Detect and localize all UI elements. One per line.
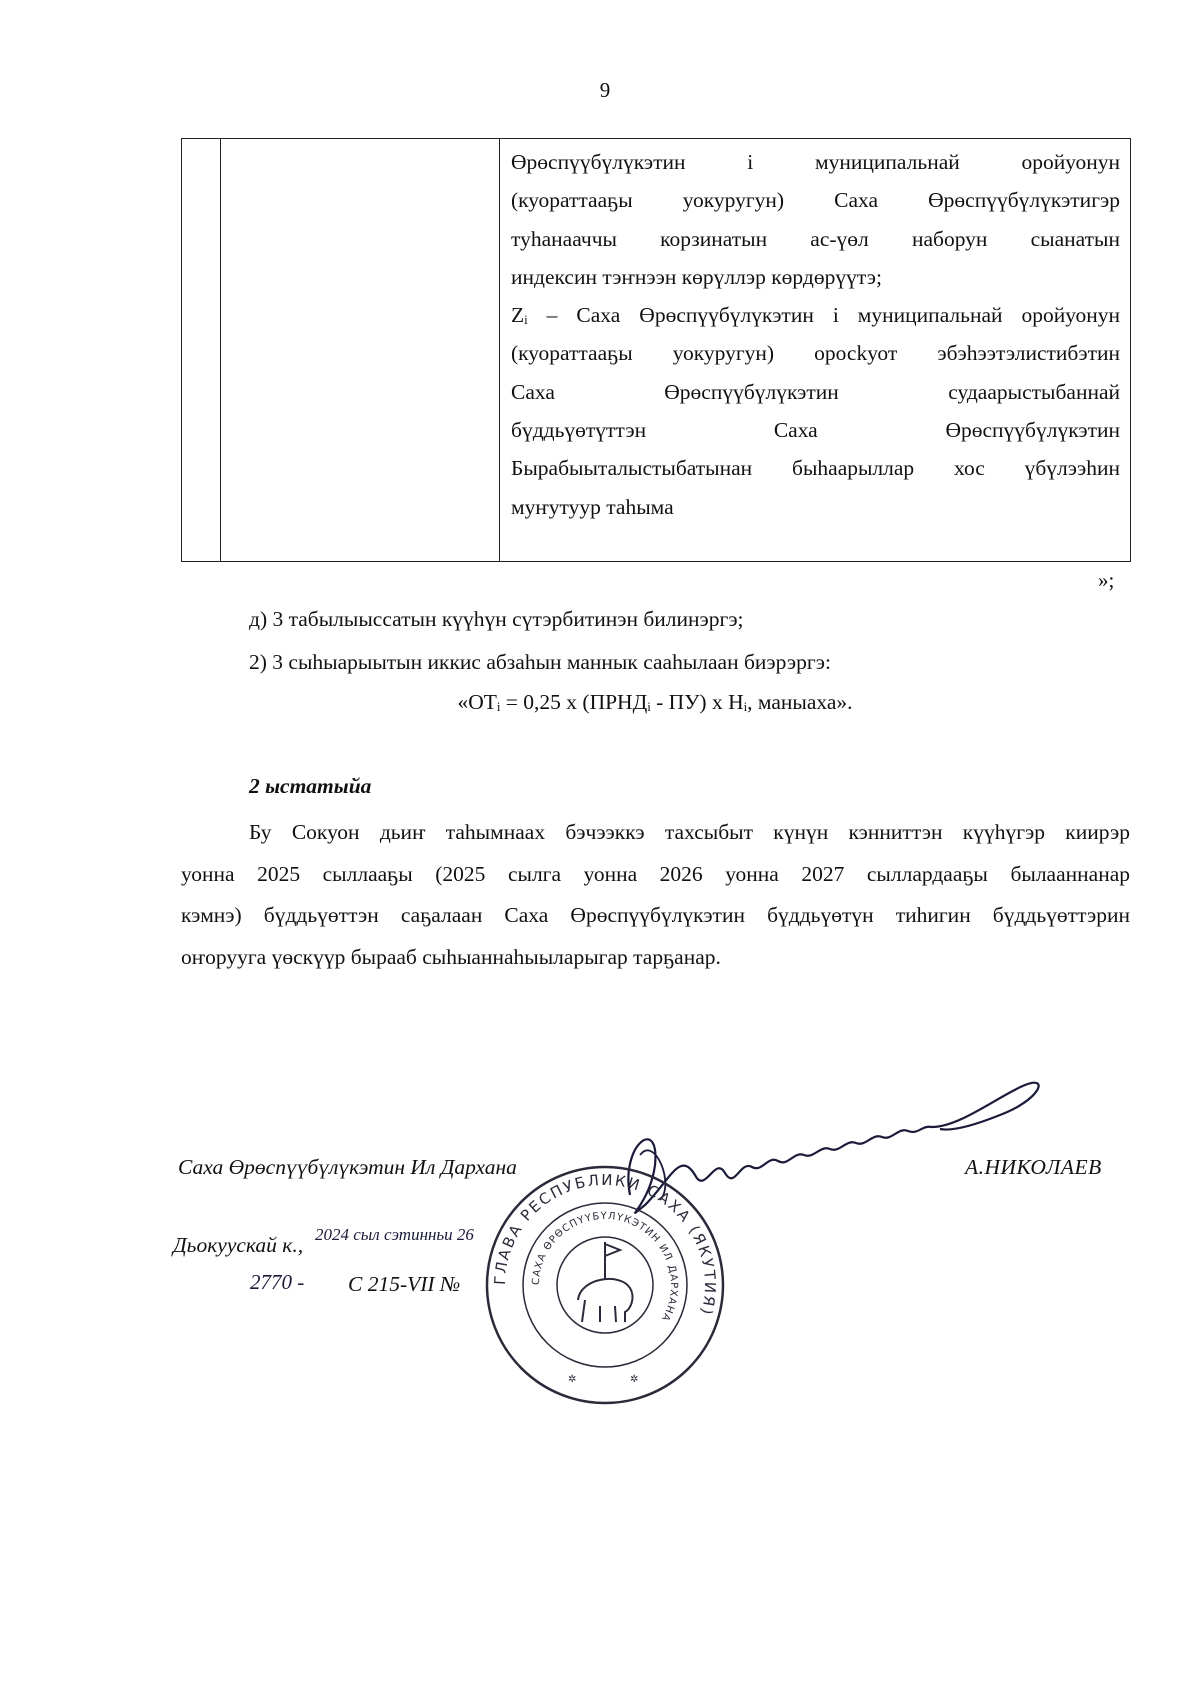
text-line: Өрөспүүбүлүкэтин і муниципальнай оройуонун <box>511 150 1120 174</box>
table-row <box>182 139 1131 562</box>
signer-name: А.НИКОЛАЕВ <box>965 1155 1102 1179</box>
table-cell-empty-1 <box>182 139 221 562</box>
text-line: уонна 2025 сыллааҕы (2025 сылга уонна 2026 уонна 2027 сыллардааҕы былааннанар <box>181 861 1130 886</box>
law-table <box>181 138 1131 562</box>
article-body <box>181 812 1130 978</box>
text-line: (куораттааҕы уокуругун) Саха Өрөспүүбүлүкэтигэр <box>511 188 1120 213</box>
seal-inner-text: САХА ӨРӨСПҮҮБҮЛҮКЭТИН ИЛ ДАРХАНА <box>530 1210 680 1324</box>
svg-text:✲: ✲ <box>630 1374 639 1385</box>
closing-quote: »; <box>1098 568 1115 592</box>
table-cell-text <box>500 139 1131 562</box>
article-title: 2 ыстатыйа <box>249 774 372 798</box>
table-cell-empty-2 <box>221 139 500 562</box>
item-2: 2) 3 сыһыарыытын иккис абзаһын маннык сааһылаан биэрэргэ: <box>249 650 831 674</box>
definition-paragraph-1 <box>511 143 1120 296</box>
reg-number: С 215-VII № <box>348 1272 461 1296</box>
text-line: муҥутуур таһыма <box>511 494 674 519</box>
svg-text:✲: ✲ <box>568 1374 577 1385</box>
handwritten-reg-number: 2770 - <box>250 1270 305 1294</box>
official-seal-icon <box>480 1160 730 1410</box>
text-line: кэмнэ) бүддьүөттэн саҕалаан Саха Өрөспүүбүлүкэтин бүддьүөтүн тиһигин бүддьүөттэрин <box>181 903 1130 927</box>
page-number: 9 <box>599 78 611 102</box>
text-line: туһанааччы корзинатын ас-үөл наборун сыанатын <box>511 226 1120 251</box>
text-line: Бу Сокуон дьиҥ таһымнаах бэчээккэ тахсыбыт күнүн кэнниттэн күүһүгэр киирэр <box>249 820 1130 844</box>
signer-title: Саха Өрөспүүбүлүкэтин Ил Дархана <box>178 1155 517 1179</box>
formula: «ОТᵢ = 0,25 х (ПРНДᵢ - ПУ) х Нᵢ, маныаха». <box>457 690 853 714</box>
place: Дьокуускай к., <box>173 1233 304 1257</box>
text-line: (куораттааҕы уокуругун) оросkуот эбэһээтэлистибэтин <box>511 341 1120 366</box>
text-line: бүддьүөтүттэн Саха Өрөспүүбүлүкэтин <box>511 418 1120 443</box>
text-line: Zᵢ – Саха Өрөспүүбүлүкэтин і муниципальнай оройуонун <box>511 303 1120 328</box>
text-line: Бырабыыталыстыбатынан быһаарыллар хос үбүлээһин <box>511 456 1120 481</box>
seal-outer-text: ГЛАВА РЕСПУБЛИКИ САХА (ЯКУТИЯ) <box>490 1170 720 1319</box>
text-line: оҥорууга үөскүүр бырааб сыһыаннаһыыларыгар тарҕанар. <box>181 944 721 969</box>
item-d: д) 3 табылыыссатын күүһүн сүтэрбитинэн билинэргэ; <box>249 607 744 631</box>
text-line: индексин тэҥнээн көрүллэр көрдөрүүтэ; <box>511 264 882 289</box>
text-line: Саха Өрөспүүбүлүкэтин судаарыстыбаннай <box>511 379 1120 404</box>
handwritten-date: 2024 сыл сэтинньи 26 <box>315 1225 474 1244</box>
definition-paragraph-2 <box>511 296 1120 526</box>
